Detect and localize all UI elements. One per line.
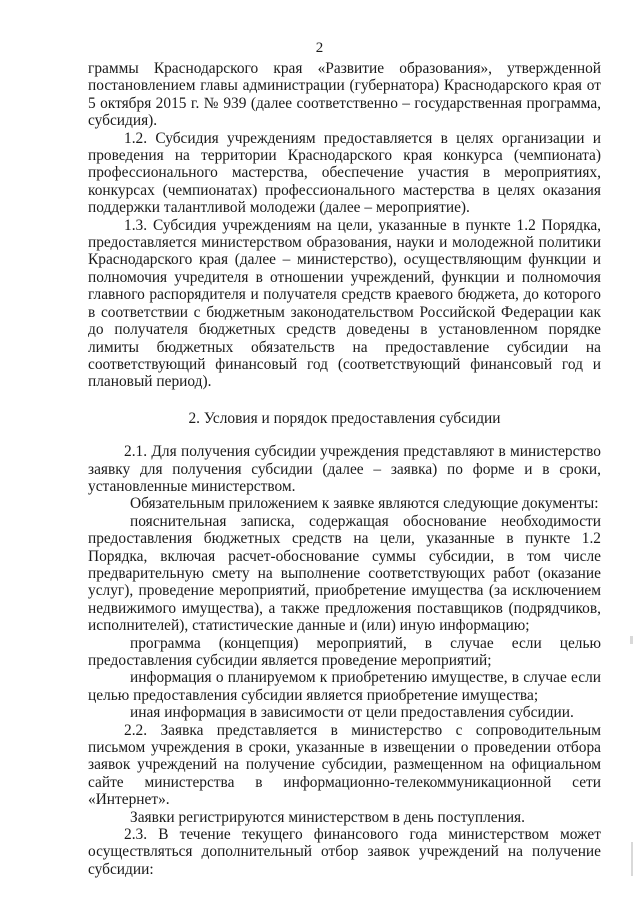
paragraph-2-2: 2.2. Заявка представляется в министерство с сопроводительным письмом учреждения в сроки, указанные в извещении о проведении отбора заявок учреждений на получение субсидии, размещенном на официальном сайте министерства в информационно-телекоммуникационной сети «Интернет». (88, 721, 601, 809)
list-item-other-info: иная информация в зависимости от цели предоставления субсидии. (130, 704, 574, 722)
section-heading: 2. Условия и порядок предоставления субсидии (188, 409, 501, 427)
paragraph-2-1: 2.1. Для получения субсидии учреждения представляют в министерство заявку для получения субсидии (далее – заявка) по форме и в сроки, установленные министерством. (88, 443, 601, 495)
paragraph-1-3: 1.3. Субсидия учреждениям на цели, указанные в пункте 1.2 Порядка, предоставляется министерством образования, науки и молодежной политики Краснодарского края (далее – министерство), осуществляющим функции и полномочия учредителя в отношении учреждений, функции и полномочия главного распорядителя и получателя средств краевого бюджета, до которого в соответствии с бюджетным законодательством Российской Федерации как до получателя бюджетных средств доведены в установленном порядке лимиты бюджетных обязательств на предоставление субсидии на соответствующий финансовый год (соответствующий финансовый год и плановый период). (88, 216, 601, 391)
paragraph-continuation: граммы Краснодарского края «Развитие образования», утвержденной постановлением главы администрации (губернатора) Краснодарского края от 5 октября 2015 г. № 939 (далее соответственно – государственная программа, субсидия). (88, 60, 601, 130)
scan-artifact (631, 842, 633, 876)
paragraph-1-2: 1.2. Субсидия учреждениям предоставляется в целях организации и проведения на территории Краснодарского края конкурса (чемпионата) профессионального мастерства, обеспечение участия в мероприятиях, конкурсах (чемпионатах) профессионального мастерства в целях оказания поддержки талантливой молодежи (далее – мероприятие). (88, 129, 601, 217)
paragraph-registration: Заявки регистрируются министерством в день поступления. (130, 808, 525, 826)
document-body (88, 60, 601, 878)
scan-artifact (630, 636, 633, 644)
paragraph-2-3: 2.3. В течение текущего финансового года министерством может осуществляться дополнительный отбор заявок учреждений на получение субсидии: (88, 826, 601, 878)
list-item-explanatory-note: пояснительная записка, содержащая обоснование необходимости предоставления бюджетных средств на цели, указанные в пункте 1.2 Порядка, включая расчет-обоснование суммы субсидии, в том числе предварительную смету на выполнение соответствующих работ (оказание услуг), проведение мероприятий, приобретение имущества (за исключением недвижимого имущества), а также предложения поставщиков (подрядчиков, исполнителей), статистические данные и (или) иную информацию; (88, 512, 601, 635)
list-item-property-info: информация о планируемом к приобретению имуществе, в случае если целью предоставления субсидии является приобретение имущества; (88, 669, 601, 704)
paragraph-attachments-intro: Обязательным приложением к заявке являются следующие документы: (130, 495, 599, 513)
page-number: 2 (315, 40, 324, 56)
list-item-program: программа (концепция) мероприятий, в случае если целью предоставления субсидии является проведение мероприятий; (88, 634, 601, 669)
